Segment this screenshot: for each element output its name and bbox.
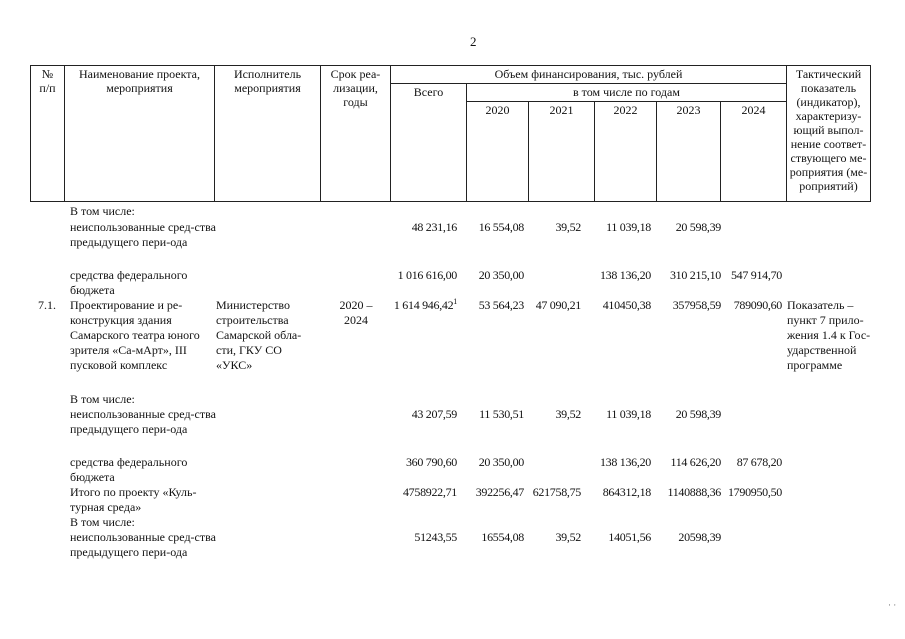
- row-name: В том числе:: [70, 204, 135, 218]
- header-financing: Объем финансирования, тыс. рублей: [391, 66, 787, 84]
- row-2020: 20 350,00: [478, 268, 524, 282]
- row-2023: 114 626,20: [670, 455, 721, 469]
- row-executor: Министерство строительства Самарской обла-сти, ГКУ СО «УКС»: [216, 298, 302, 372]
- row-name: неиспользованные сред-ства предыдущего пери-ода: [70, 530, 216, 559]
- row-2024: 789090,60: [733, 298, 782, 312]
- header-year-2023: 2023: [657, 102, 721, 202]
- table-header: [30, 65, 871, 202]
- header-year-2024: 2024: [721, 102, 787, 202]
- row-2020: 392256,47: [475, 485, 524, 499]
- row-name: неиспользованные сред-ства предыдущего пери-ода: [70, 407, 216, 436]
- header-total: Всего: [391, 84, 467, 202]
- row-total: 1 614 946,42$^1$: [393, 297, 457, 312]
- row-total: 1 016 616,00: [397, 268, 457, 282]
- table-row: [30, 298, 875, 392]
- row-total: 48 231,16: [411, 220, 457, 234]
- row-2021: 39,52: [555, 530, 581, 544]
- row-2023: 20598,39: [678, 530, 721, 544]
- table-row: [30, 455, 875, 485]
- table-row: [30, 530, 875, 578]
- row-2023: 20 598,39: [675, 407, 721, 421]
- row-2020: 16554,08: [481, 530, 524, 544]
- row-name: В том числе:: [70, 392, 135, 406]
- row-indicator: Показатель – пункт 7 прило-жения 1.4 к Гос-ударственной программе: [787, 298, 871, 372]
- row-name: В том числе:: [70, 515, 135, 529]
- row-2022: 864312,18: [602, 485, 651, 499]
- table-row: [30, 268, 875, 298]
- header-term: Срок реа- лизации, годы: [321, 66, 391, 202]
- page-number: 2: [470, 34, 477, 49]
- row-total: 51243,55: [414, 530, 457, 544]
- table-row: [30, 204, 875, 220]
- row-name: Итого по проекту «Куль-турная среда»: [70, 485, 197, 514]
- row-2021: 621758,75: [532, 485, 581, 499]
- row-2023: 310 215,10: [669, 268, 721, 282]
- row-total: 360 790,60: [405, 455, 457, 469]
- row-total: 43 207,59: [411, 407, 457, 421]
- row-2020: 16 554,08: [478, 220, 524, 234]
- row-2022: 11 039,18: [606, 407, 651, 421]
- row-name: неиспользованные сред-ства предыдущего пери-ода: [70, 220, 216, 249]
- header-year-2022: 2022: [595, 102, 657, 202]
- header-indicator: Тактический показатель (индикатор), характеризу-ющий выпол-нение соответ-ствующего ме-роприятия (ме-роприятий): [787, 66, 871, 202]
- row-name: Проектирование и ре-конструкция здания Самарского театра юного зрителя «Са-мАрт», III пусковой комплекс: [70, 298, 200, 372]
- row-2022: 138 136,20: [599, 455, 651, 469]
- row-2021: 39,52: [555, 407, 581, 421]
- row-term: 2020 – 2024: [339, 298, 373, 327]
- table-row: [30, 220, 875, 268]
- row-name: средства федерального бюджета: [70, 268, 188, 297]
- row-2024: 1790950,50: [727, 485, 782, 499]
- row-2022: 14051,56: [608, 530, 651, 544]
- row-2024: 547 914,70: [730, 268, 782, 282]
- header-year-2021: 2021: [529, 102, 595, 202]
- table-row: [30, 407, 875, 455]
- row-total: 4758922,71: [402, 485, 457, 499]
- row-2020: 53 564,23: [478, 298, 524, 312]
- row-2021: 39,52: [555, 220, 581, 234]
- row-name: средства федерального бюджета: [70, 455, 188, 484]
- header-by-years: в том числе по годам: [467, 84, 787, 102]
- header-year-2020: 2020: [467, 102, 529, 202]
- table-row: [30, 485, 875, 515]
- table-body: [30, 204, 875, 578]
- table-row: [30, 392, 875, 407]
- row-2022: 11 039,18: [606, 220, 651, 234]
- row-2023: 1140888,36: [667, 485, 721, 499]
- row-2024: 87 678,20: [736, 455, 782, 469]
- row-number: 7.1.: [38, 298, 56, 312]
- row-2023: 357958,59: [672, 298, 721, 312]
- header-executor: Исполнитель мероприятия: [215, 66, 321, 202]
- header-num: № п/п: [31, 66, 65, 202]
- row-2022: 138 136,20: [599, 268, 651, 282]
- row-2022: 410450,38: [602, 298, 651, 312]
- footnote-marker: 1: [453, 297, 457, 306]
- row-2020: 11 530,51: [479, 407, 524, 421]
- row-2021: 47 090,21: [535, 298, 581, 312]
- header-name: Наименование проекта, мероприятия: [65, 66, 215, 202]
- scan-specks: · ·: [888, 600, 897, 610]
- row-2020: 20 350,00: [478, 455, 524, 469]
- table-row: [30, 515, 875, 530]
- row-2023: 20 598,39: [675, 220, 721, 234]
